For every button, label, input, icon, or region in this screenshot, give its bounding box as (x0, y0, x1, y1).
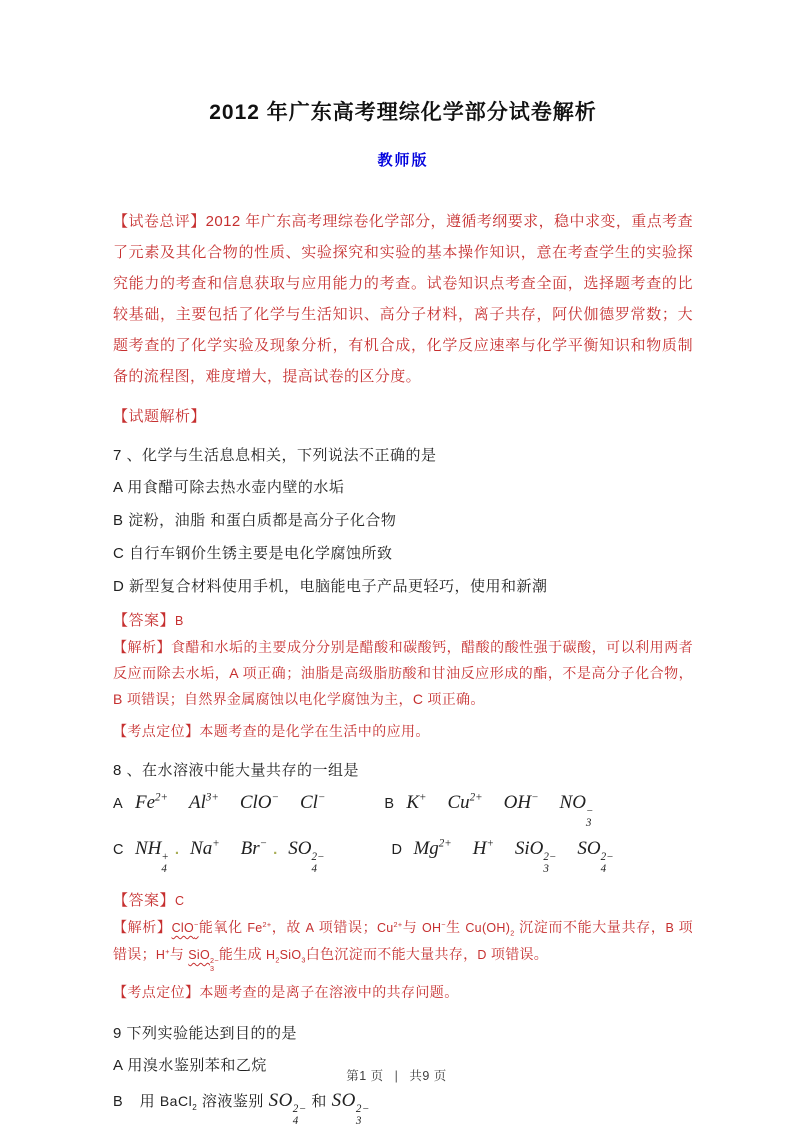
question-8-text: 8 、在水溶液中能大量共存的一组是 (113, 762, 360, 779)
question-7-analysis: 【解析】食醋和水垢的主要成分分别是醋酸和碳酸钙，醋酸的酸性强于碳酸，可以利用两者反应而除去水垢，A 项正确；油脂是高级脂肪酸和甘油反应形成的酯，不是高分子化合物，B 项错误；自然界金属腐蚀以电化学腐蚀为主，C 项正确。 (113, 639, 693, 707)
question-8-option-d (391, 838, 634, 875)
option-d-ion-list: $Mg^{2+}$ H+ SiO 2− 3 SO 2− 4 (413, 837, 614, 876)
question-8-options-ab (113, 791, 693, 830)
question-8-option-a (113, 792, 346, 814)
document-title: 2012 年广东高考理综化学部分试卷解析 (209, 101, 597, 124)
question-8 (113, 759, 693, 1002)
question-8-options-cd (113, 837, 693, 876)
option-b-letter: B (113, 1093, 124, 1110)
question-7-option-a: A 用食醋可除去热水壶内壁的水垢 (113, 479, 345, 496)
edition-label: 教师版 (377, 152, 429, 169)
question-7-text: 7 、化学与生活息息相关，下列说法不正确的是 (113, 447, 437, 464)
footer-separator: | (394, 1069, 399, 1083)
footer-total-pages: 共9 页 (409, 1069, 447, 1083)
question-7-exam-point: 【考点定位】本题考查的是化学在生活中的应用。 (113, 723, 430, 739)
option-d-letter: D (391, 842, 402, 858)
option-c-ion-list: NH + 4 . Na+ Br− . SO 2− 4 (135, 837, 325, 876)
question-7-option-d: D 新型复合材料使用手机，电脑能电子产品更轻巧，使用和新潮 (113, 578, 548, 595)
option-b-ion-list: K+ $Cu^{2+}$ OH− NO − 3 (406, 791, 594, 830)
question-9-text: 9 下列实验能达到目的的是 (113, 1024, 298, 1042)
question-8-option-c (113, 838, 345, 875)
question-7 (113, 444, 693, 741)
question-7-option-c: C 自行车钢价生锈主要是电化学腐蚀所致 (113, 545, 393, 562)
question-8-exam-point: 【考点定位】本题考查的是离子在溶液中的共存问题。 (113, 983, 459, 1000)
page-footer (0, 1066, 793, 1084)
question-9-option-a: A 用溴水鉴别苯和乙烷 (113, 1056, 267, 1074)
question-8-analysis: 【解析】ClO−能氧化 $Fe^{2+}$，故 A 项错误；$Cu^{2+}$与 OH−生 $Cu(OH)_2$ 沉淀而不能大量共存，B 项错误；H+与 SiO 2− 3 能生成 $H_2SiO_3$白色沉淀而不能大量共存，D 项错误。 (113, 919, 693, 973)
footer-current-page: 第1 页 (346, 1069, 384, 1083)
option-b-content: 用 BaCl$_2$ 溶液鉴别 SO 2− 4 和 SO 2− 3 (135, 1089, 370, 1127)
question-8-option-b (384, 792, 614, 829)
question-8-answer: 【答案】C (113, 892, 185, 909)
option-c-letter: C (113, 842, 124, 858)
section-heading: 【试题解析】 (113, 408, 207, 425)
option-b-letter: B (384, 796, 395, 812)
overview-paragraph: 【试卷总评】2012 年广东高考理综卷化学部分，遵循考纲要求，稳中求变，重点考查了元素及其化合物的性质、实验探究和实验的基本操作知识，意在考查学生的实验探究能力的考查和信息获取与应用能力的考查。试卷知识点考查全面，选择题考查的比较基础，主要包括了化学与生活知识、高分子材料，离子共存，阿伏伽德罗常数；大题考查的了化学实验及现象分析，有机合成，化学反应速率与化学平衡知识和物质制备的流程图，难度增大，提高试卷的区分度。 (113, 213, 693, 385)
question-7-option-b: B 淀粉，油脂 和蛋白质都是高分子化合物 (113, 512, 397, 529)
option-a-letter: A (113, 796, 123, 812)
option-a-ion-list: $Fe^{2+}$ $Al^{3+}$ ClO− Cl− (135, 791, 326, 813)
question-7-answer: 【答案】B (113, 612, 184, 629)
